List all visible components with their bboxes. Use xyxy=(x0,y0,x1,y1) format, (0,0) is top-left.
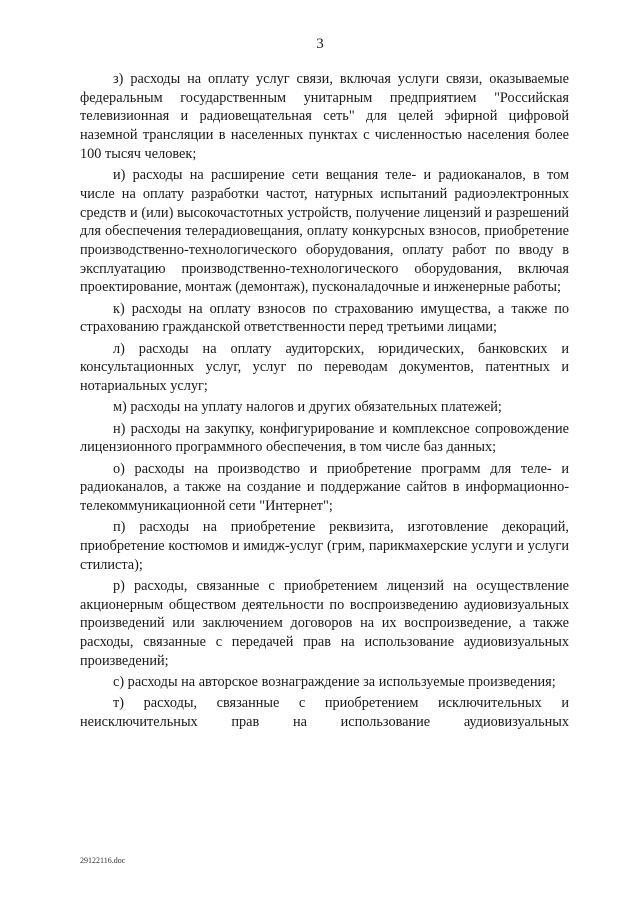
paragraph-s: с) расходы на авторское вознаграждение за используемые произведения; xyxy=(113,674,556,691)
paragraph-i: и) расходы на расширение сети вещания теле- и радиоканалов, в том числе на оплату разработки частот, натурных испытаний радиоэлектронных средств и (или) высокочастотных устройств, получение лицензий и разрешений для обеспечения телерадиовещания, оплату конкурсных взносов, приобретение производственно-технологического оборудования, оплату работ по вводу в эксплуатацию производственно-технологического оборудования, включая проектирование, монтаж (демонтаж), пусконаладочные и инженерные работы; xyxy=(80,167,569,296)
paragraph-m: м) расходы на уплату налогов и других обязательных платежей; xyxy=(113,399,502,416)
paragraph-k: к) расходы на оплату взносов по страхованию имущества, а также по страхованию гражданской ответственности перед третьими лицами; xyxy=(80,300,569,336)
paragraph-o: о) расходы на производство и приобретение программ для теле- и радиоканалов, а также на создание и поддержание сайтов в информационно-телекоммуникационной сети "Интернет"; xyxy=(80,460,569,515)
paragraph-n: н) расходы на закупку, конфигурирование и комплексное сопровождение лицензионного программного обеспечения, в том числе баз данных; xyxy=(80,420,569,456)
paragraph-r: р) расходы, связанные с приобретением лицензий на осуществление акционерным обществом деятельности по воспроизведению аудиовизуальных произведений или заключением договоров на их воспроизведение, а также расходы, связанные с передачей прав на использование аудиовизуальных произведений; xyxy=(80,578,569,669)
footer-document-code: 29122116.doc xyxy=(80,856,126,865)
paragraph-t: т) расходы, связанные с приобретением исключительных и неисключительных прав на использование аудиовизуальных xyxy=(80,695,569,731)
page-number: 3 xyxy=(316,36,324,52)
document-body xyxy=(80,70,569,732)
paragraph-z: з) расходы на оплату услуг связи, включая услуги связи, оказываемые федеральным государственным унитарным предприятием "Российская телевизионная и радиовещательная сеть" для целей эфирной цифровой наземной трансляции в населенных пунктах с численностью населения более 100 тысяч человек; xyxy=(80,71,569,162)
paragraph-p: п) расходы на приобретение реквизита, изготовление декораций, приобретение костюмов и имидж-услуг (грим, парикмахерские услуги и услуги стилиста); xyxy=(80,519,569,573)
paragraph-l: л) расходы на оплату аудиторских, юридических, банковских и консультационных услуг, услуг по переводам документов, патентных и нотариальных услуг; xyxy=(80,340,569,395)
